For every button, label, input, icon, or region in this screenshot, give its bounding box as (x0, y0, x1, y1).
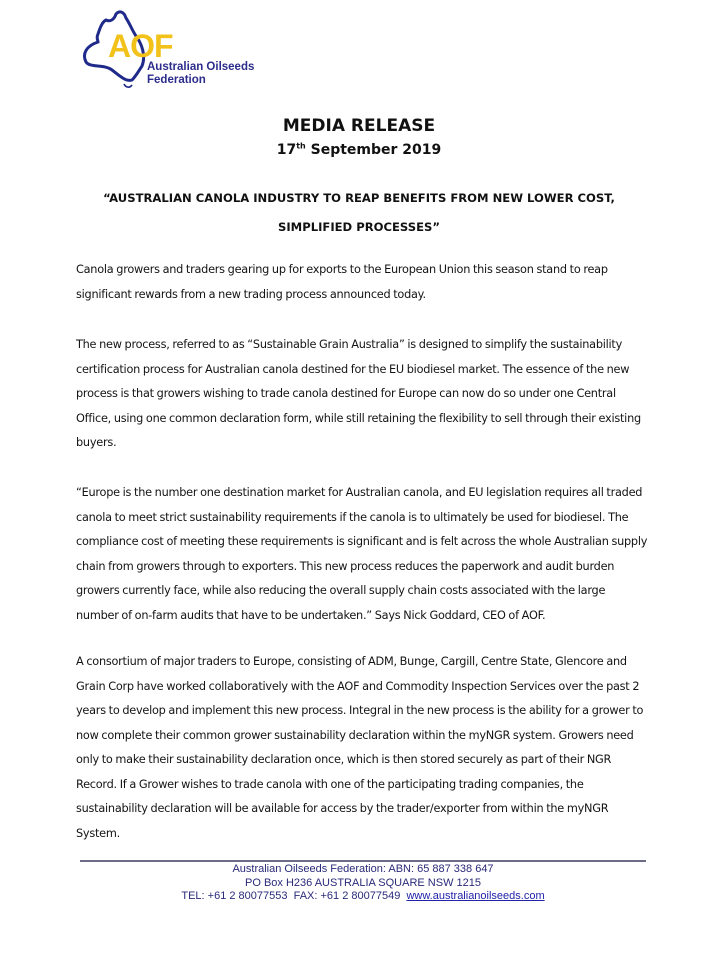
footer-abn: Australian Oilseeds Federation: ABN: 65 887 338 647 (232, 863, 494, 875)
paragraph-process: The new process, referred to as “Sustainable Grain Australia” is designed to simplify the sustainability certification process for Australian canola destined for the EU biodiesel market. The essence of the new process is that growers wishing to trade canola destined for Europe can now do so under one Central Office, using one common declaration form, while still retaining the flexibility to sell through their existing buyers. (76, 338, 641, 449)
date-day: 17 (276, 142, 297, 158)
footer (80, 863, 646, 904)
footer-phone-fax: TEL: +61 2 80077553 FAX: +61 2 80077549 (181, 890, 407, 902)
footer-address: PO Box H236 AUSTRALIA SQUARE NSW 1215 (245, 876, 481, 889)
logo-org-line2: Federation (147, 74, 206, 86)
release-date (0, 142, 718, 158)
document-title: MEDIA RELEASE (282, 116, 436, 136)
paragraph-intro: Canola growers and traders gearing up for exports to the European Union this season stand to reap significant rewards from a new trading process announced today. (76, 263, 608, 301)
footer-contact (80, 890, 646, 904)
logo-org-line1: Australian Oilseeds (147, 61, 255, 73)
headline-line-1: “AUSTRALIAN CANOLA INDUSTRY TO REAP BENEFITS FROM NEW LOWER COST, (103, 191, 615, 205)
website-link[interactable]: www.australianoilseeds.com (406, 890, 545, 902)
headline-line-2: SIMPLIFIED PROCESSES” (278, 220, 440, 234)
date-month-year: September 2019 (305, 142, 442, 158)
date-suffix: th (296, 141, 306, 151)
aof-logo (76, 6, 266, 90)
logo-org-name (147, 61, 254, 87)
footer-divider (80, 860, 646, 862)
paragraph-quote: “Europe is the number one destination market for Australian canola, and EU legislation requires all traded canola to meet strict sustainability requirements if the canola is to ultimately be used for biodiesel. The compliance cost of meeting these requirements is significant and is felt across the whole Australian supply chain from growers through to exporters. This new process reduces the paperwork and audit burden growers currently face, while also reducing the overall supply chain costs associated with the large number of on-farm audits that have to be undertaken.” Says Nick Goddard, CEO of AOF. (76, 486, 648, 622)
paragraph-consortium: A consortium of major traders to Europe, consisting of ADM, Bunge, Cargill, Centre State, Glencore and Grain Corp have worked collaboratively with the AOF and Commodity Inspection Services over the past 2 years to develop and implement this new process. Integral in the new process is the ability for a grower to now complete their common grower sustainability declaration within the myNGR system. Growers need only to make their sustainability declaration once, which is then stored securely as part of their NGR Record. If a Grower wishes to trade canola with one of the participating trading companies, the sustainability declaration will be available for access by the trader/exporter from within the myNGR System. (76, 655, 644, 840)
logo-mark: AOF (108, 28, 173, 64)
headline (0, 184, 718, 242)
